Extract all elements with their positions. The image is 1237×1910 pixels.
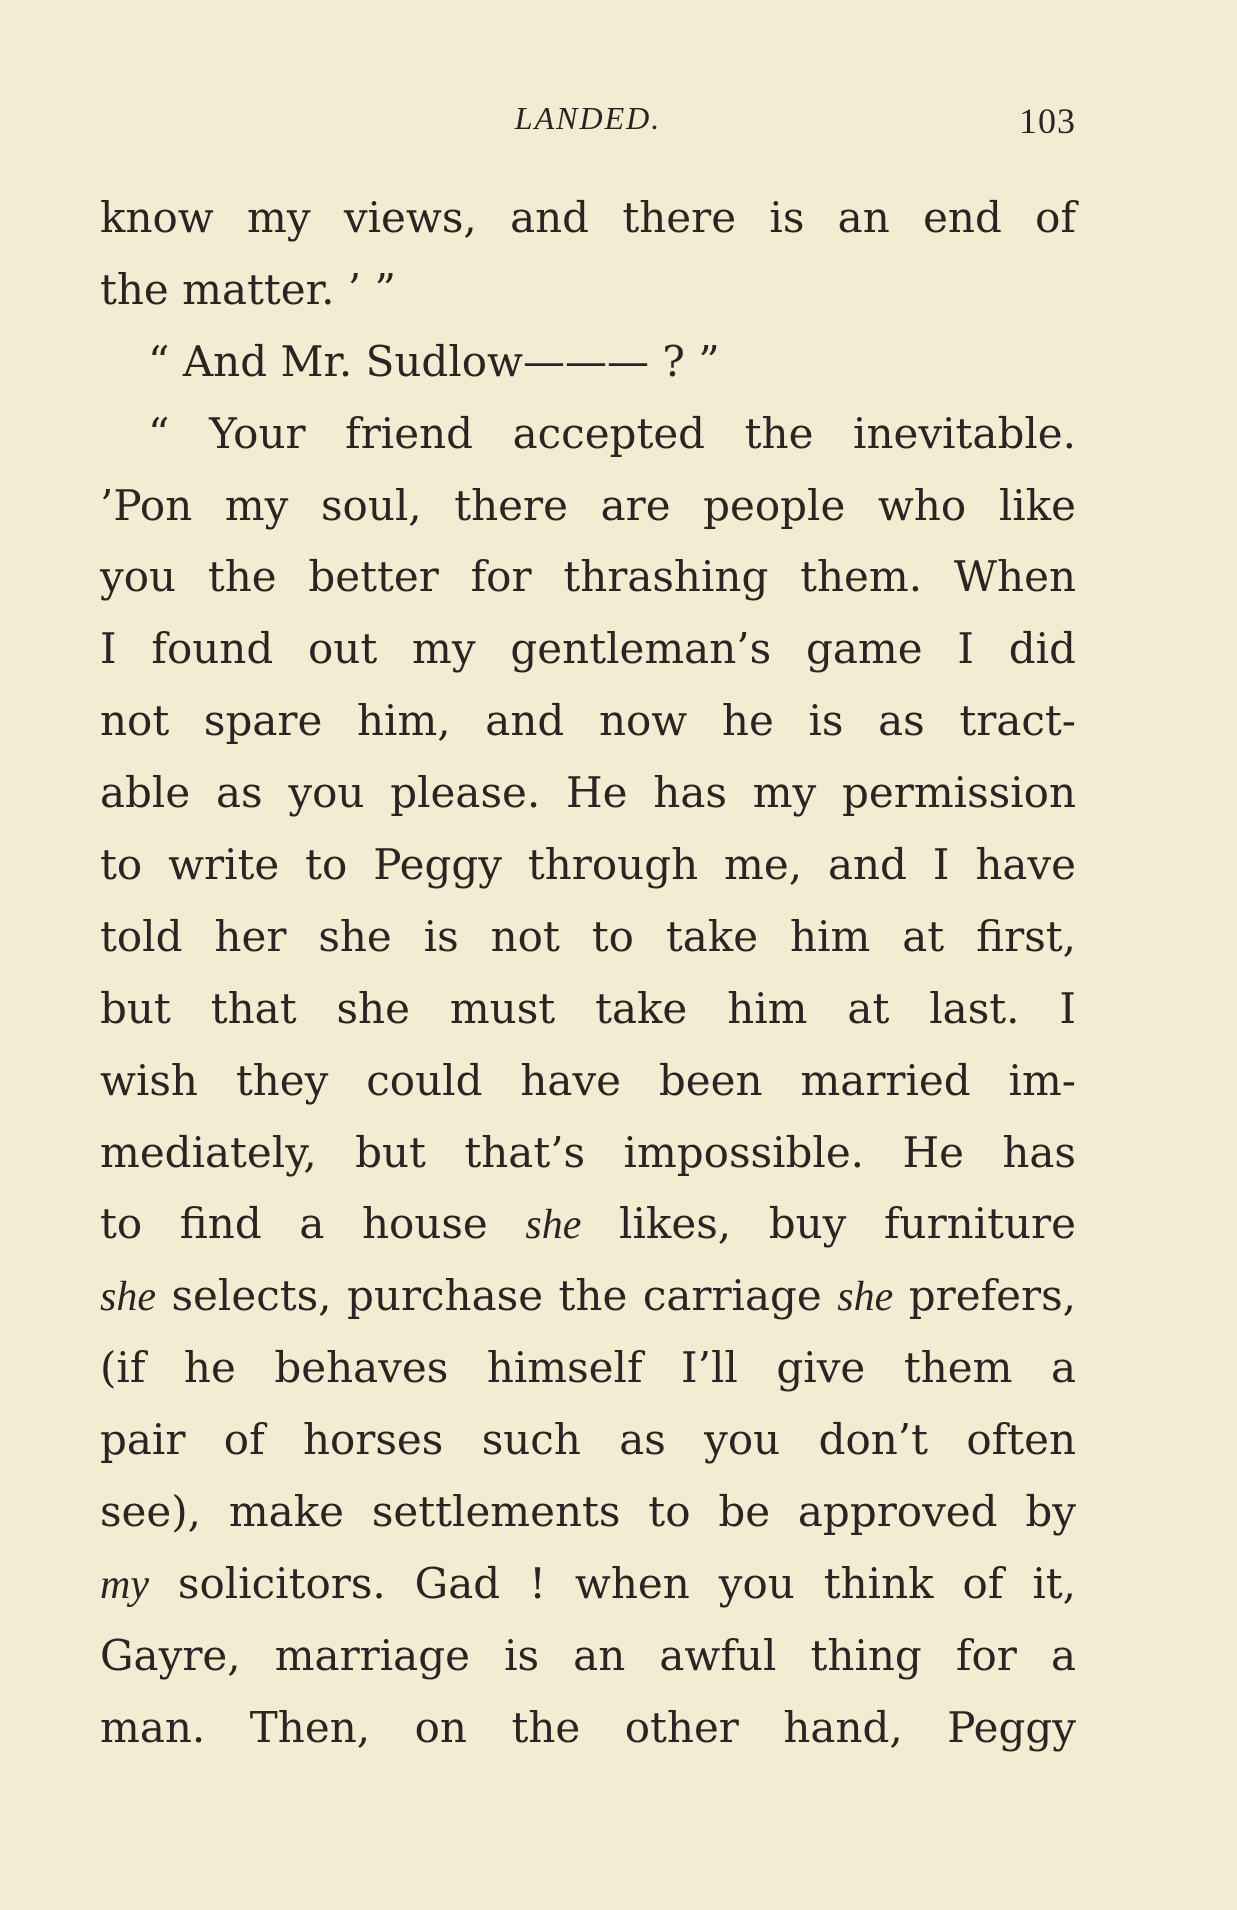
text-segment: told her she is not to take him at first, bbox=[100, 911, 1076, 961]
text-line bbox=[100, 1188, 1076, 1260]
text-line bbox=[100, 1045, 1076, 1117]
text-line bbox=[100, 829, 1076, 901]
text-segment: the matter. ’ ” bbox=[100, 264, 396, 314]
text-line bbox=[100, 973, 1076, 1045]
text-segment: wish they could have been married im- bbox=[100, 1055, 1076, 1105]
text-segment: Gayre, marriage is an awful thing for a bbox=[100, 1630, 1076, 1680]
italic-text: she bbox=[100, 1274, 156, 1321]
text-segment: see), make settlements to be approved by bbox=[100, 1487, 1076, 1537]
text-line bbox=[100, 1692, 1076, 1764]
text-segment: I found out my gentleman’s game I did bbox=[100, 624, 1076, 674]
text-line bbox=[100, 613, 1076, 685]
text-segment: prefers, bbox=[893, 1271, 1076, 1321]
text-line bbox=[100, 398, 1076, 470]
running-title: LANDED. bbox=[514, 100, 662, 136]
text-segment: pair of horses such as you don’t often bbox=[100, 1415, 1076, 1465]
text-line bbox=[100, 470, 1076, 542]
text-segment: able as you please. He has my permission bbox=[100, 768, 1076, 818]
text-segment: (if he behaves himself I’ll give them a bbox=[100, 1343, 1076, 1393]
text-line bbox=[100, 1548, 1076, 1620]
text-line bbox=[100, 685, 1076, 757]
text-line bbox=[100, 901, 1076, 973]
running-head bbox=[100, 100, 1076, 140]
text-line bbox=[100, 182, 1076, 254]
text-line bbox=[100, 1260, 1076, 1332]
text-segment: to write to Peggy through me, and I have bbox=[100, 840, 1076, 890]
text-segment: but that she must take him at last. I bbox=[100, 983, 1076, 1033]
italic-text: she bbox=[525, 1202, 582, 1249]
text-segment: selects, purchase the carriage bbox=[156, 1271, 838, 1321]
text-segment: mediately, but that’s impossible. He has bbox=[100, 1127, 1076, 1177]
text-line bbox=[100, 254, 1076, 326]
text-segment: solicitors. Gad ! when you think of it, bbox=[148, 1558, 1076, 1608]
text-segment: ’Pon my soul, there are people who like bbox=[100, 480, 1076, 530]
text-segment: not spare him, and now he is as tract- bbox=[100, 696, 1076, 746]
text-line bbox=[100, 1117, 1076, 1189]
text-line bbox=[100, 1404, 1076, 1476]
text-line bbox=[100, 1332, 1076, 1404]
text-line bbox=[100, 326, 1076, 398]
text-segment: man. Then, on the other hand, Peggy bbox=[100, 1702, 1076, 1752]
text-line bbox=[100, 757, 1076, 829]
text-line bbox=[100, 1620, 1076, 1692]
text-segment: to find a house bbox=[100, 1199, 526, 1249]
text-line bbox=[100, 541, 1076, 613]
text-segment: likes, buy furniture bbox=[581, 1199, 1076, 1249]
italic-text: she bbox=[837, 1274, 894, 1321]
italic-text: my bbox=[100, 1561, 149, 1608]
page-number: 103 bbox=[1019, 101, 1076, 141]
text-segment: know my views, and there is an end of bbox=[100, 193, 1076, 242]
text-segment: “ And Mr. Sudlow——— ? ” bbox=[148, 336, 720, 386]
text-segment: “ Your friend accepted the inevitable. bbox=[148, 408, 1076, 458]
text-segment: you the better for thrashing them. When bbox=[100, 552, 1076, 602]
text-line bbox=[100, 1476, 1076, 1548]
body-text bbox=[100, 182, 1076, 1764]
